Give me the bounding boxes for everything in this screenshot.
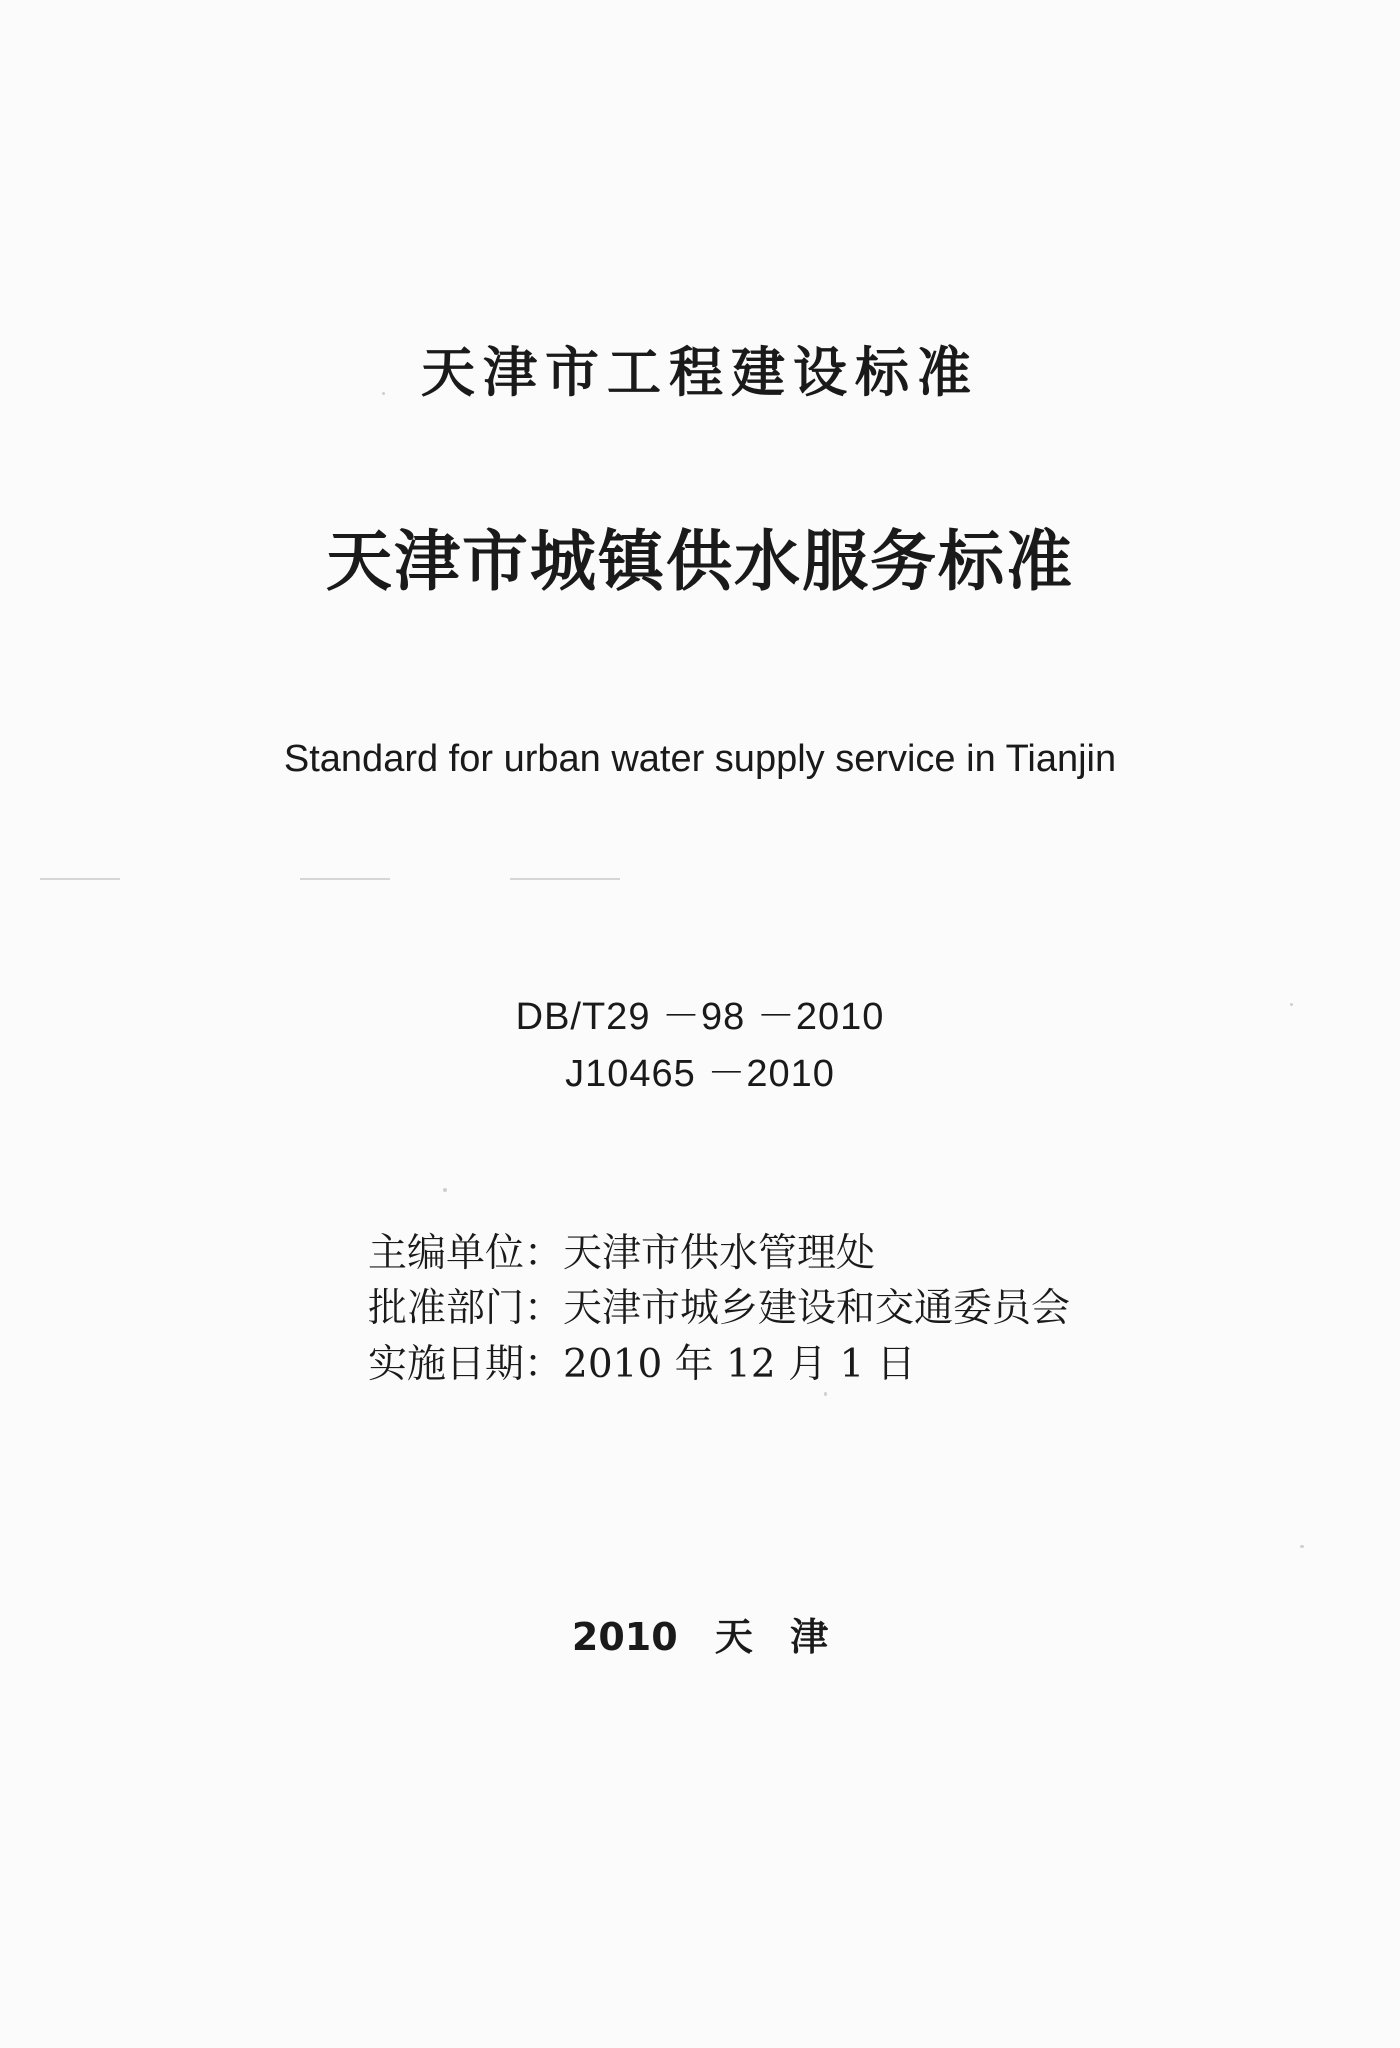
scan-speck xyxy=(1300,1545,1304,1548)
document-title-chinese: 天津市城镇供水服务标准 xyxy=(326,522,1074,600)
document-title-english: Standard for urban water supply service in Tianjin xyxy=(283,738,1117,780)
scan-speck xyxy=(1290,1003,1293,1006)
chief-editor-unit: 主编单位：天津市供水管理处 xyxy=(368,1231,876,1276)
scan-speck xyxy=(824,1392,827,1396)
series-title: 天津市工程建设标准 xyxy=(421,341,979,404)
standard-code: DB/T29 －98 －2010 xyxy=(515,996,885,1038)
divider-segment xyxy=(40,878,120,880)
approval-department: 批准部门：天津市城乡建设和交通委员会 xyxy=(368,1286,1071,1331)
divider-segment xyxy=(300,878,390,880)
divider-segment xyxy=(510,878,620,880)
record-code: J10465 －2010 xyxy=(565,1053,835,1095)
effective-date: 实施日期：2010 年 12 月 1 日 xyxy=(368,1342,916,1387)
publication-imprint: 2010 天 津 xyxy=(571,1615,829,1659)
scan-speck xyxy=(443,1188,447,1192)
scan-speck xyxy=(382,392,385,395)
